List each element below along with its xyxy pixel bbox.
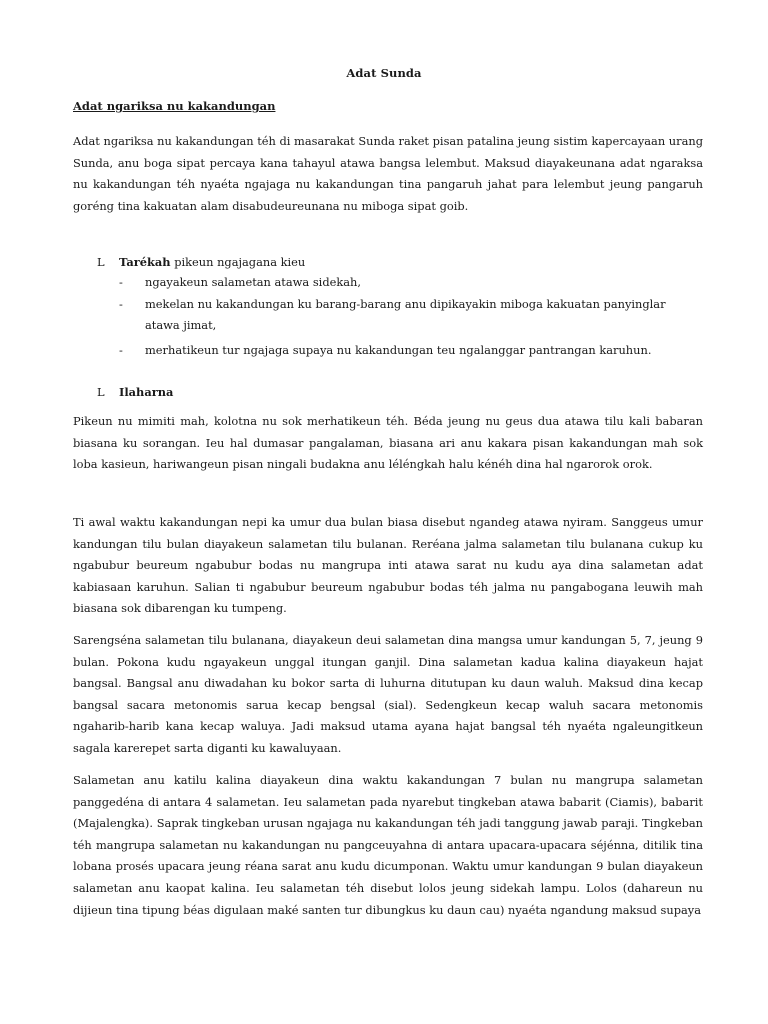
intro-paragraph: Adat ngariksa nu kakandungan téh di masarakat Sunda raket pisan patalina jeung sistim kapercayaan urang Sunda, anu boga sipat percaya kana tahayul atawa bangsa lelembut. Maksud diayakeunana adat ngaraksa nu kakandungan téh nyaéta ngajaga nu kakandungan tina pangaruh jahat para lelembut jeung pangaruh goréng tina kakuatan alam disabudeureunana nu miboga sipat goib. [73,134,703,213]
list-item-text: ngayakeun salametan atawa sidekah, [145,275,362,289]
bold-term: Tarékah [119,255,171,269]
page-title: Adat Sunda [346,66,422,80]
list-item-text [119,252,305,272]
list-item-text: merhatikeun tur ngajaga supaya nu kakandungan teu ngalanggar pantrangan karuhun. [145,343,652,357]
paragraph: Sarengséna salametan tilu bulanana, diayakeun deui salametan dina mangsa umur kandungan 5, 7, jeung 9 bulan. Pokona kudu ngayakeun unggal itungan ganjil. Dina salametan kadua kalina diayakeun hajat bangsal. Bangsal anu diwadahan ku bokor sarta di luhurna ditutupan ku daun waluh. Maksud dina kecap bangsal sacara metonomis sarua kecap bengsal (sial). Sedengkeun kecap waluh sacara metonomis ngaharib-harib kana kecap waluya. Jadi maksud utama ayana hajat bangsal téh nyaéta ngaleungitkeun sagala karerepet sarta diganti ku kawaluyaan. [73,633,703,755]
dash-icon: - [119,343,123,357]
bullet-icon: L [97,385,105,399]
dash-icon: - [119,275,123,289]
bold-term: Ilaharna [119,385,174,399]
dash-icon: - [119,297,123,311]
paragraph: Pikeun nu mimiti mah, kolotna nu sok merhatikeun téh. Béda jeung nu geus dua atawa tilu kali babaran biasana ku sorangan. Ieu hal dumasar pangalaman, biasana ari anu kakara pisan kakandungan mah sok loba kasieun, hariwangeun pisan ningali budakna anu léléngkah halu kénéh dina hal ngarorok orok. [73,414,703,472]
bullet-icon: L [97,255,105,269]
paragraph: Salametan anu katilu kalina diayakeun dina waktu kakandungan 7 bulan nu mangrupa salametan panggedéna di antara 4 salametan. Ieu salametan pada nyarebut tingkeban atawa babarit (Ciamis), babarit (Majalengka). Saprak tingkeban urusan ngajaga nu kakandungan téh jadi tanggung jawab paraji. Tingkeban téh mangrupa salametan nu kakandungan nu pangceuyahna di antara upacara-upacara séjénna, ditilik tina lobana prosés upacara jeung réana sarat anu kudu dicumponan. Waktu umur kandungan 9 bulan diayakeun salametan anu kaopat kalina. Ieu salametan téh disebut lolos jeung sidekah lampu. Lolos (dahareun nu dijieun tina tipung béas digulaan maké santen tur dibungkus ku daun cau) nyaéta ngandung maksud supaya [73,773,703,917]
list-item-text: mekelan nu kakandungan ku barang-barang anu dipikayakin miboga kakuatan panyinglar atawa jimat, [145,297,666,332]
section-heading: Adat ngariksa nu kakandungan [73,99,276,113]
list-item-rest: pikeun ngajagana kieu [170,255,306,269]
paragraph: Ti awal waktu kakandungan nepi ka umur dua bulan biasa disebut ngandeg atawa nyiram. Sanggeus umur kandungan tilu bulan diayakeun salametan tilu bulanan. Reréana jalma salametan tilu bulanana cukup ku ngabubur beureum ngabubur bodas nu mangrupa inti atawa sarat nu kudu aya dina salametan adat kabiasaan karuhun. Salian ti ngabubur beureum ngabubur bodas téh jalma nu pangabogana leuwih mah biasana sok dibarengan ku tumpeng. [73,515,703,616]
